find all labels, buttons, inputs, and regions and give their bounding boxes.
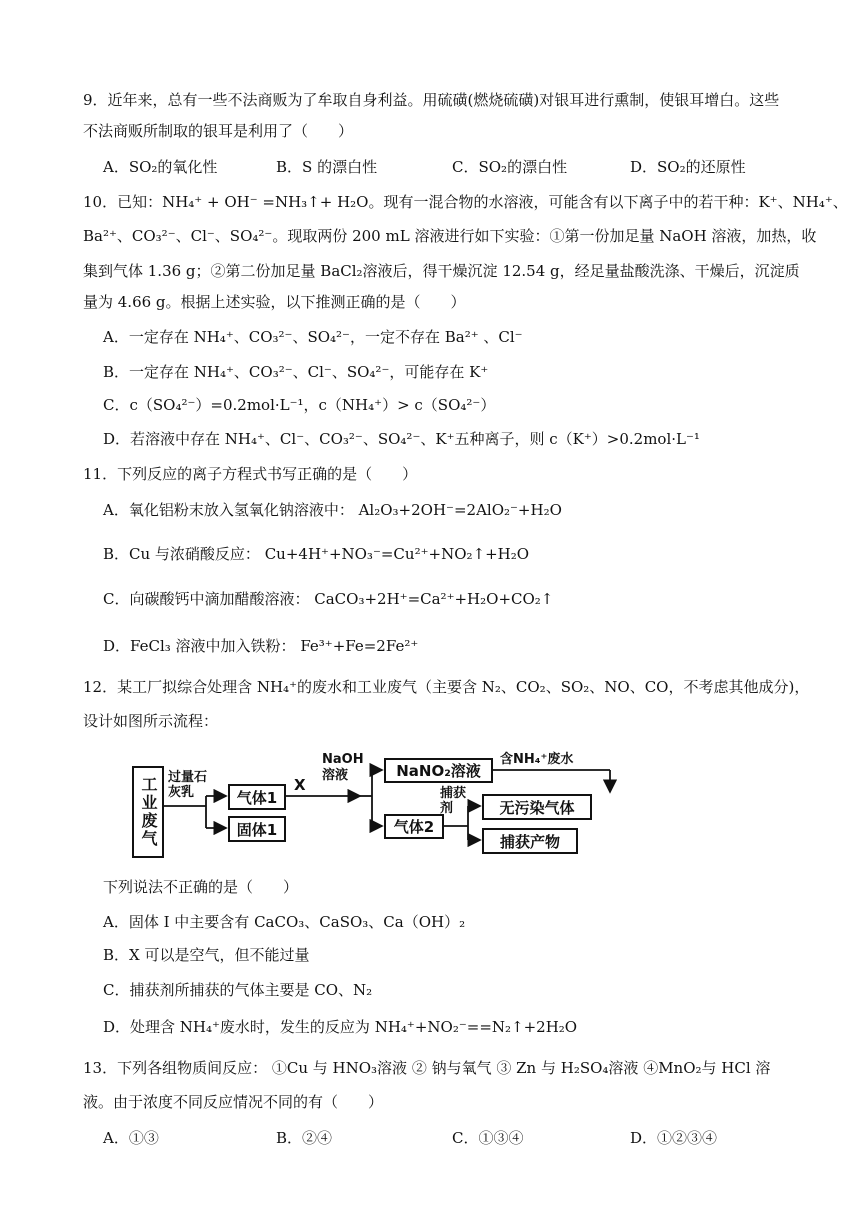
q11-option-a[interactable]: A．氧化铝粉末放入氢氧化钠溶液中： Al₂O₃+2OH⁻=2AlO₂⁻+H₂O [103,501,562,519]
q10-stem-line2: Ba²⁺、CO₃²⁻、Cl⁻、SO₄²⁻。现取两份 200 mL 溶液进行如下实验：①第一份加足量 NaOH 溶液，加热，收 [83,227,817,245]
q9-option-a[interactable]: A．SO₂的氧化性 [103,158,218,176]
q13-option-d[interactable]: D．①②③④ [630,1129,718,1147]
label-naoh-solution: NaOH溶液 [322,752,364,783]
q9-option-b[interactable]: B．S 的漂白性 [276,158,378,176]
q12-sub-stem: 下列说法不正确的是（ ） [103,878,299,896]
label-nh4-wastewater: 含NH₄⁺废水 [500,752,574,767]
process-flow-diagram [128,748,628,864]
q10-stem-line1: 10．已知：NH₄⁺ + OH⁻ =NH₃↑+ H₂O。现有一混合物的水溶液，可能含有以下离子中的若干种：K⁺、NH₄⁺、 [83,193,848,211]
q11-option-c[interactable]: C．向碳酸钙中滴加醋酸溶液： CaCO₃+2H⁺=Ca²⁺+H₂O+CO₂↑ [103,590,554,608]
q10-stem-line4: 量为 4.66 g。根据上述实验，以下推测正确的是（ ） [83,293,466,311]
box-industrial-waste-gas [132,766,164,858]
q12-option-a[interactable]: A．固体 I 中主要含有 CaCO₃、CaSO₃、Ca（OH）₂ [103,913,466,931]
box-gas1: 气体1 [228,784,286,810]
q12-option-b[interactable]: B．X 可以是空气，但不能过量 [103,946,310,964]
q9-option-d[interactable]: D．SO₂的还原性 [630,158,746,176]
q13-option-c[interactable]: C．①③④ [452,1129,524,1147]
box-industrial-waste-gas-text: 工业废气 [139,776,158,848]
q11-option-b[interactable]: B．Cu 与浓硝酸反应： Cu+4H⁺+NO₃⁻=Cu²⁺+NO₂↑+H₂O [103,545,530,563]
label-excess-lime-milk: 过量石灰乳 [168,770,208,800]
box-pollution-free-gas: 无污染气体 [482,794,592,820]
q11-option-d[interactable]: D．FeCl₃ 溶液中加入铁粉： Fe³⁺+Fe=2Fe²⁺ [103,637,419,655]
q13-option-b[interactable]: B．②④ [276,1129,333,1147]
q10-option-b[interactable]: B．一定存在 NH₄⁺、CO₃²⁻、Cl⁻、SO₄²⁻，可能存在 K⁺ [103,363,489,381]
q10-option-d[interactable]: D．若溶液中存在 NH₄⁺、Cl⁻、CO₃²⁻、SO₄²⁻、K⁺五种离子，则 c（K⁺）>0.2mol·L⁻¹ [103,430,700,448]
q9-stem-line2: 不法商贩所制取的银耳是利用了（ ） [83,122,354,140]
q10-option-a[interactable]: A．一定存在 NH₄⁺、CO₃²⁻、SO₄²⁻，一定不存在 Ba²⁺ 、Cl⁻ [103,328,523,346]
q12-option-c[interactable]: C．捕获剂所捕获的气体主要是 CO、N₂ [103,981,373,999]
q12-stem-line1: 12．某工厂拟综合处理含 NH₄⁺的废水和工业废气（主要含 N₂、CO₂、SO₂、NO、CO，不考虑其他成分)， [83,678,810,696]
label-x: X [294,776,306,794]
q12-option-d[interactable]: D．处理含 NH₄⁺废水时，发生的反应为 NH₄⁺+NO₂⁻==N₂↑+2H₂O [103,1018,578,1036]
q9-option-c[interactable]: C．SO₂的漂白性 [452,158,568,176]
q13-stem-line2: 液。由于浓度不同反应情况不同的有（ ） [83,1093,384,1111]
q12-stem-line2: 设计如图所示流程： [83,712,219,730]
q9-stem-line1: 9．近年来，总有一些不法商贩为了牟取自身利益。用硫磺(燃烧硫磺)对银耳进行熏制，使银耳增白。这些 [83,91,780,109]
q10-option-c[interactable]: C．c（SO₄²⁻）=0.2mol·L⁻¹，c（NH₄⁺）> c（SO₄²⁻） [103,396,496,414]
box-gas2: 气体2 [384,814,444,839]
q10-stem-line3: 集到气体 1.36 g；②第二份加足量 BaCl₂溶液后，得干燥沉淀 12.54 g，经足量盐酸洗涤、干燥后，沉淀质 [83,262,800,280]
label-capture-agent: 捕获剂 [440,786,467,816]
box-nano2-solution: NaNO₂溶液 [384,758,493,783]
box-capture-product: 捕获产物 [482,828,578,854]
box-solid1: 固体1 [228,816,286,842]
q11-stem: 11．下列反应的离子方程式书写正确的是（ ） [83,465,418,483]
q13-option-a[interactable]: A．①③ [103,1129,159,1147]
q13-stem-line1: 13．下列各组物质间反应： ①Cu 与 HNO₃溶液 ② 钠与氧气 ③ Zn 与 H₂SO₄溶液 ④MnO₂与 HCl 溶 [83,1059,771,1077]
